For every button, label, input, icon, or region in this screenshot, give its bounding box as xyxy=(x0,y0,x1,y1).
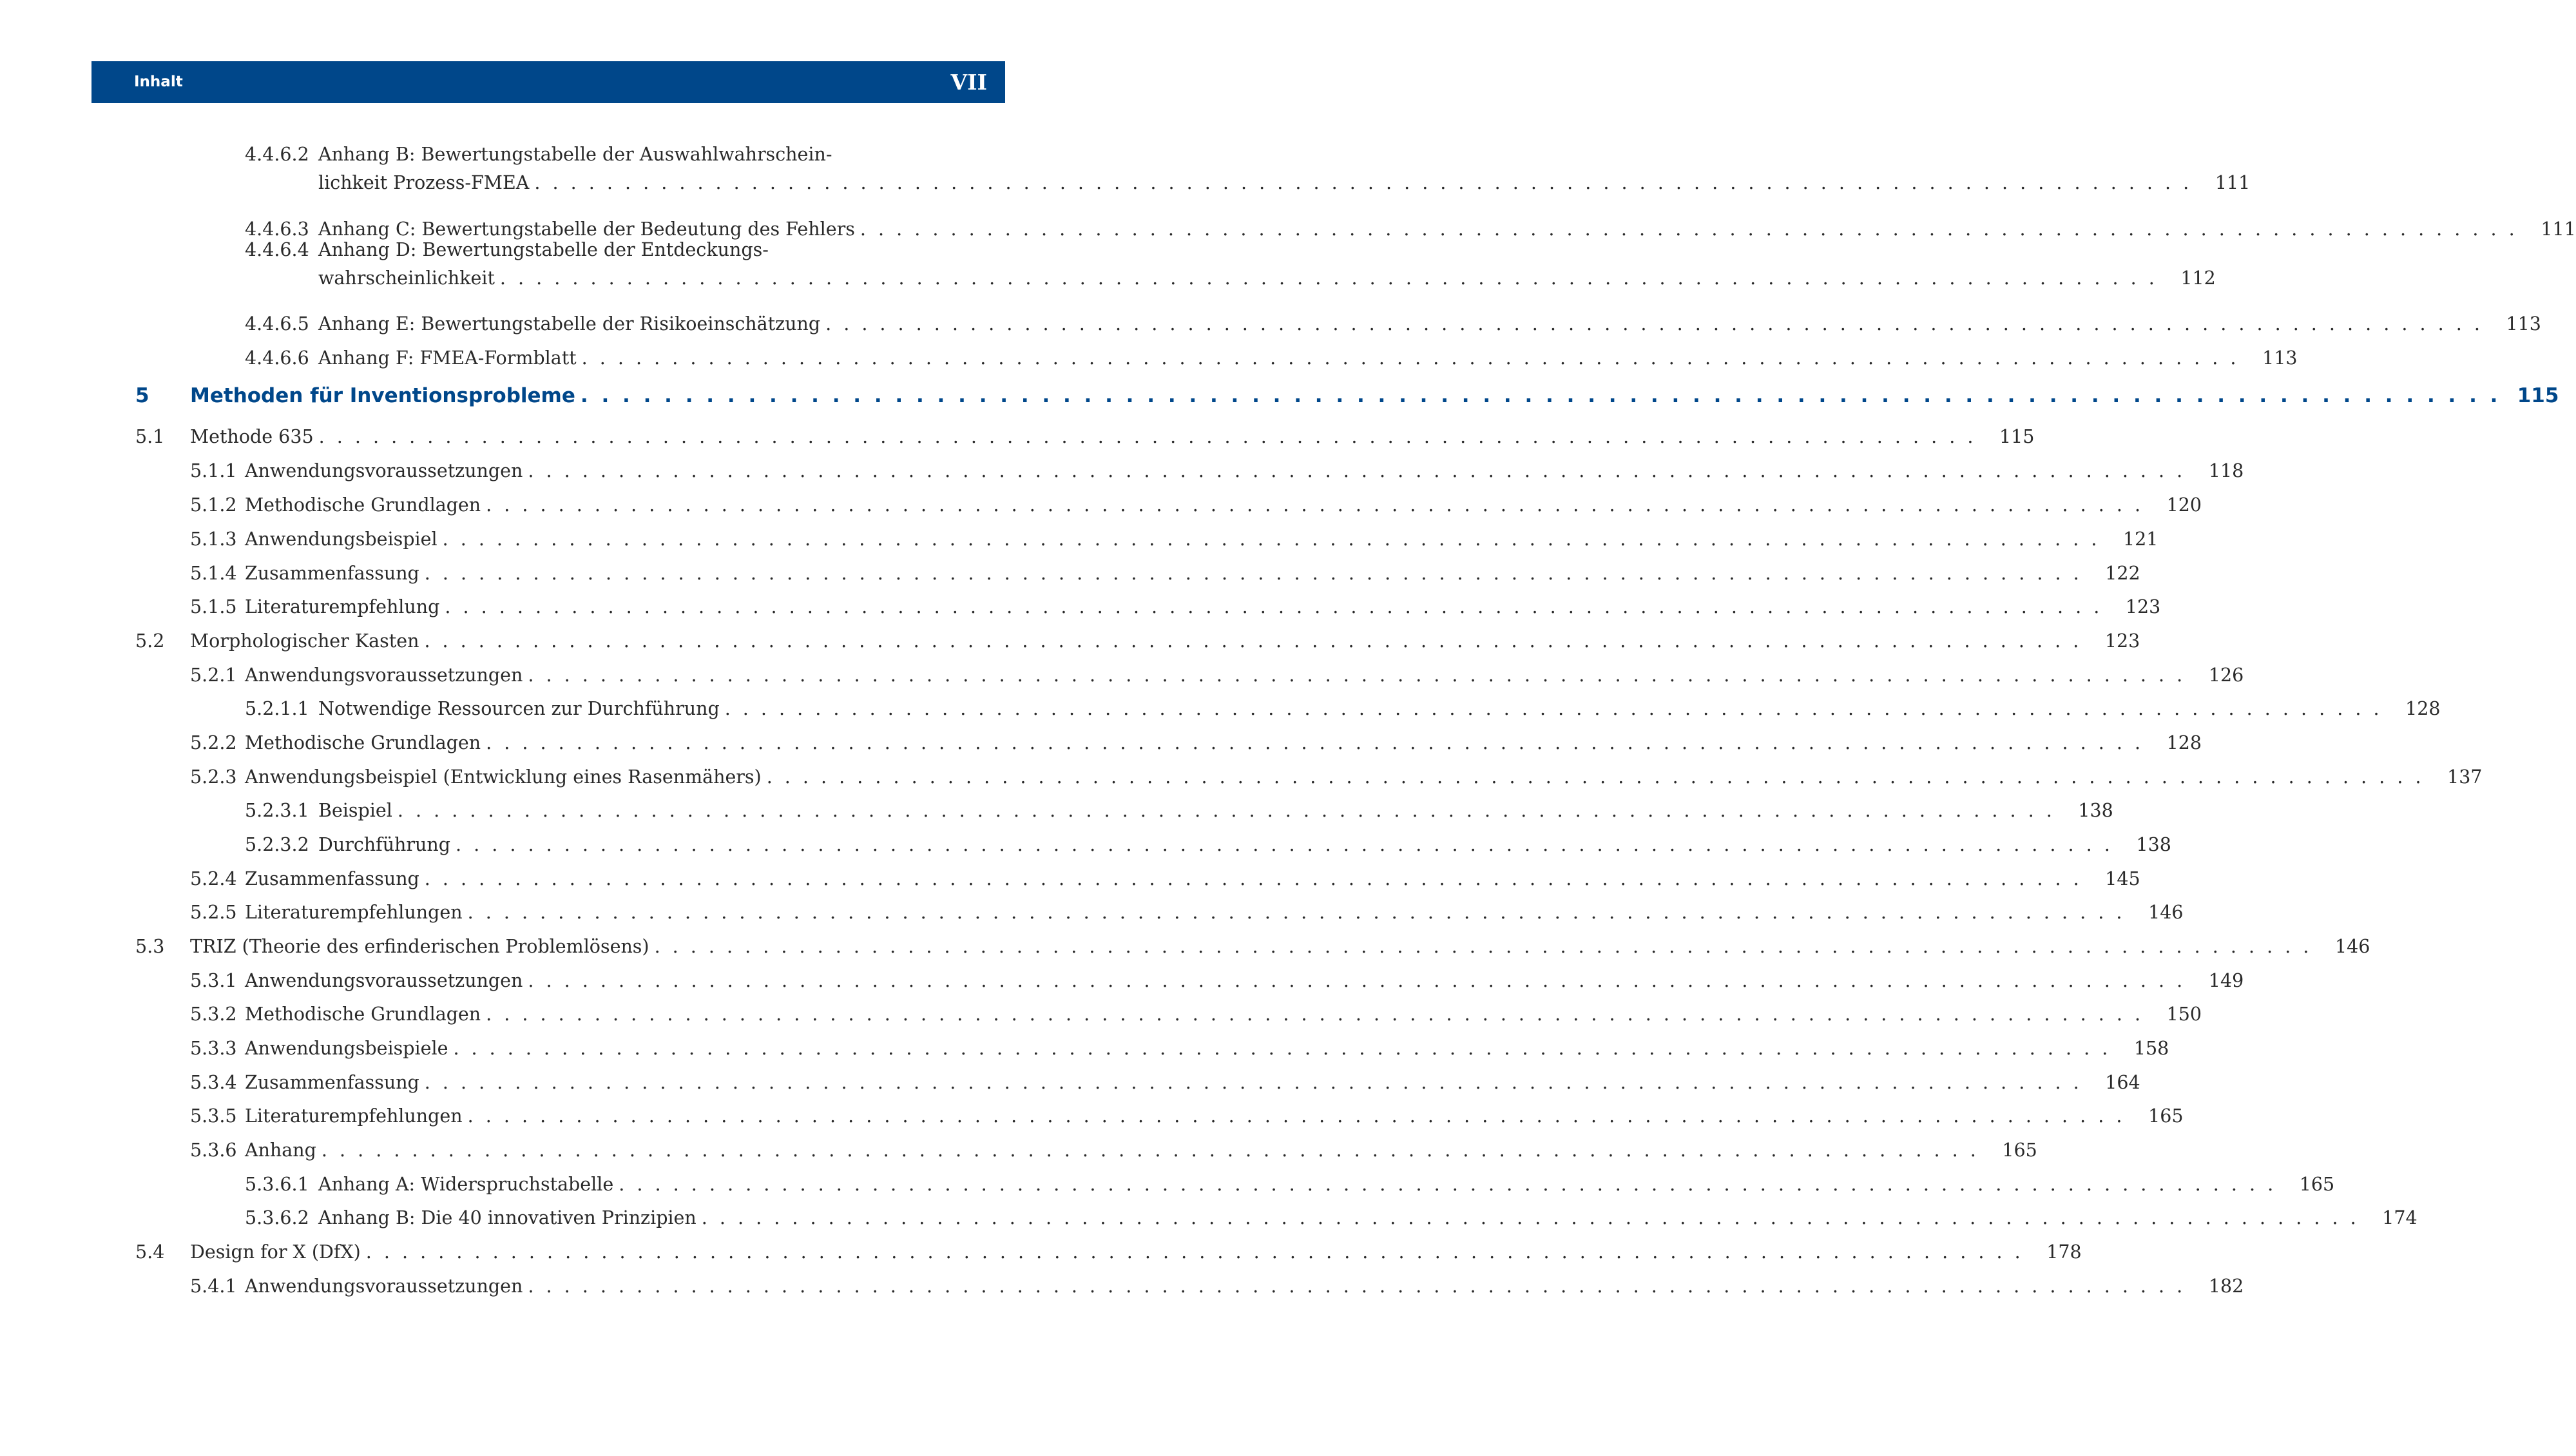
toc-entry-title: Methodische Grundlagen xyxy=(245,494,481,516)
toc-page-number: 128 xyxy=(2405,698,2441,719)
dot-leader: . . . . . . . . . . . . . . . . . . . . . . . . . . . . . . . . . . . . . . . . . . . . . . . . . . . . . . . . . . . . . . . . . . . . . . . . . . . . . . . . . . . . . . . . . . . . xyxy=(528,970,2186,991)
toc-entry[interactable] xyxy=(190,729,2202,757)
toc-entry-number: 5.1.1 xyxy=(190,460,237,481)
toc-entry[interactable] xyxy=(245,1170,2335,1199)
toc-entry[interactable] xyxy=(135,627,2140,655)
toc-page-number: 146 xyxy=(2148,902,2184,923)
toc-entry-number: 4.4.6.2 xyxy=(245,144,309,165)
header-page-numeral: VII xyxy=(950,70,987,95)
toc-entry-number: 5.3.3 xyxy=(190,1038,237,1059)
dot-leader: . . . . . . . . . . . . . . . . . . . . . . . . . . . . . . . . . . . . . . . . . . . . . . . . . . . . . . . . . . . . . . . . . . . . . . . . . . . . . . . . . . . . . . . . . . . . xyxy=(453,1038,2111,1059)
toc-page-number: 165 xyxy=(2002,1140,2037,1161)
toc-entry[interactable] xyxy=(135,933,2370,961)
toc-entry-title: Anwendungsbeispiel (Entwicklung eines Rasenmähers) xyxy=(245,766,762,788)
toc-entry-title: Anhang xyxy=(245,1140,316,1161)
toc-page-number: 150 xyxy=(2166,1004,2202,1025)
dot-leader: . . . . . . . . . . . . . . . . . . . . . . . . . . . . . . . . . . . . . . . . . . . . . . . . . . . . . . . . . . . . . . . . . . . . . . . . . . . . . . . . . . . . . . . . . . . . xyxy=(397,800,2055,821)
toc-entry-number: 5.3.6.2 xyxy=(245,1207,309,1228)
dot-leader: . . . . . . . . . . . . . . . . . . . . . . . . . . . . . . . . . . . . . . . . . . . . . . . . . . . . . . . . . . . . . . . . . . . . . . . . . . . . . . . . . . . . . . . . . . . . xyxy=(424,1072,2082,1093)
toc-entry-number: 5.1 xyxy=(135,426,165,447)
toc-entry[interactable] xyxy=(190,559,2140,588)
dot-leader: . . . . . . . . . . . . . . . . . . . . . . . . . . . . . . . . . . . . . . . . . . . . . . . . . . . . . . . . . . . . . . . . . . . . . . . . . . . . . . . . . . . . . . . . . . . . xyxy=(654,936,2312,957)
toc-entry-number: 5 xyxy=(135,384,149,407)
toc-entry-number: 5.3.4 xyxy=(190,1072,237,1093)
toc-entry-number: 5.2.5 xyxy=(190,902,237,923)
toc-page-number: 126 xyxy=(2208,665,2244,686)
toc-entry-number: 5.3.5 xyxy=(190,1105,237,1127)
toc-entry-number: 5.3.2 xyxy=(190,1004,237,1025)
toc-entry[interactable] xyxy=(190,1272,2244,1301)
toc-entry-number: 5.3 xyxy=(135,936,165,957)
dot-leader: . . . . . . . . . . . . . . . . . . . . . . . . . . . . . . . . . . . . . . . . . . . . . . . . . . . . . . . . . . . . . . . . . . . . . . . . . . . . . . . . . . . . . . . . . . . . xyxy=(467,1105,2126,1127)
dot-leader: . . . . . . . . . . . . . . . . . . . . . . . . . . . . . . . . . . . . . . . . . . . . . . . . . . . . . . . . . . . . . . . . . . . . . . . . . . . . . . . . . . . . . . . . . . . . xyxy=(486,1004,2144,1025)
toc-entry-title: Design for X (DfX) xyxy=(190,1241,361,1263)
toc-entry[interactable] xyxy=(135,1238,2082,1267)
dot-leader: . . . . . . . . . . . . . . . . . . . . . . . . . . . . . . . . . . . . . . . . . . . . . . . . . . . . . . . . . . . . . . . . . . . . . . . . . . . . . . . . . . . . . . . . . . . . xyxy=(701,1207,2360,1228)
toc-entry-title: Methode 635 xyxy=(190,426,314,447)
toc-entry-title: Morphologischer Kasten xyxy=(190,630,419,652)
toc-entry[interactable] xyxy=(190,1034,2169,1063)
toc-page-number: 149 xyxy=(2208,970,2244,991)
toc-entry-title: Anwendungsvoraussetzungen xyxy=(245,665,523,686)
toc-page-number: 165 xyxy=(2148,1105,2184,1127)
toc-entry-number: 5.2.4 xyxy=(190,868,237,889)
toc-page-number: 158 xyxy=(2133,1038,2169,1059)
dot-leader: . . . . . . . . . . . . . . . . . . . . . . . . . . . . . . . . . . . . . . . . . . . . . . . . . . . . . . . . . . . . . . . . . . . . . . . . . . . . . . . . . . . . . . . . . . . . xyxy=(445,596,2103,617)
toc-entry[interactable] xyxy=(190,525,2158,554)
toc-entry-number: 5.3.6 xyxy=(190,1140,237,1161)
dot-leader: . . . . . . . . . . . . . . . . . . . . . . . . . . . . . . . . . . . . . . . . . . . . . . . . . . . . . . . . . . . . . . . . . . . . . . . . . . . . . . . . . . . . . . . . . . . . xyxy=(528,460,2186,481)
toc-page-number: 120 xyxy=(2166,494,2202,516)
toc-entry[interactable] xyxy=(245,141,2251,197)
toc-entry-title: Anhang C: Bewertungstabelle der Bedeutung des Fehlers xyxy=(318,218,855,240)
toc-entry-title: Anwendungsvoraussetzungen xyxy=(245,1276,523,1297)
dot-leader: . . . . . . . . . . . . . . . . . . . . . . . . . . . . . . . . . . . . . . . . . . . . . . . . . . . . . . . . . . . . . . . . . . . . . . . . . . . . . . . . . . . . . . . . . . . . xyxy=(534,172,2193,193)
toc-page-number: 113 xyxy=(2262,347,2298,369)
dot-leader: . . . . . . . . . . . . . . . . . . . . . . . . . . . . . . . . . . . . . . . . . . . . . . . . . . . . . . . . . . . . . . . . . . . . . . . . . . . . . . . . . . . . . . . . . . . . xyxy=(424,630,2082,652)
toc-entry-number: 5.2.3.2 xyxy=(245,834,309,855)
toc-page-number: 138 xyxy=(2078,800,2113,821)
toc-entry-title-continuation: lichkeit Prozess-FMEA xyxy=(318,172,530,193)
dot-leader: . . . . . . . . . . . . . . . . . . . . . . . . . . . . . . . . . . . . . . . . . . . . . . . . . . . . . . . . . . . . . . . . . . . . . . . . . . . . . . . . . . . . . . . . . . . . xyxy=(724,698,2383,719)
dot-leader: . . . . . . . . . . . . . . . . . . . . . . . . . . . . . . . . . . . . . . . . . . . . . . . . . . . . . . . . . . . . . . . . . . . . . . . . . . . . . . . . . . . . . . . . . . . . xyxy=(318,426,1977,447)
toc-entry-number: 5.1.4 xyxy=(190,563,237,584)
toc-entry-title: Anhang A: Widerspruchstabelle xyxy=(318,1174,614,1195)
toc-entry-title: Anwendungsbeispiel xyxy=(245,529,437,550)
toc-entry-number: 5.3.1 xyxy=(190,970,237,991)
toc-entry-number: 5.2.3 xyxy=(190,766,237,788)
toc-entry-number: 5.1.5 xyxy=(190,596,237,617)
toc-entry-number: 5.1.2 xyxy=(190,494,237,516)
dot-leader: . . . . . . . . . . . . . . . . . . . . . . . . . . . . . . . . . . . . . . . . . . . . . . . . . . . . . . . . . . . . . . . . . . . . . . . . . . . . . . . . . . . . . . . . . . . . xyxy=(365,1241,2024,1263)
toc-entry-title: Zusammenfassung xyxy=(245,563,419,584)
dot-leader: . . . . . . . . . . . . . . . . . . . . . . . . . . . . . . . . . . . . . . . . . . . . . . . . . . . . . . . . . . . . . . . . . . . . . . . . . . . . . . . . . . . . . . . . . . . . xyxy=(528,1276,2186,1297)
toc-page-number: 165 xyxy=(2299,1174,2335,1195)
toc-entry-title: Notwendige Ressourcen zur Durchführung xyxy=(318,698,720,719)
toc-page-number: 112 xyxy=(2180,267,2216,289)
toc-entry[interactable] xyxy=(245,236,2216,293)
dot-leader: . . . . . . . . . . . . . . . . . . . . . . . . . . . . . . . . . . . . . . . . . . . . . . . . . . . . . . . . . . . . . . . . . . . . . . . . . . . . . . . . . . . . . . . . . . . . xyxy=(581,347,2240,369)
toc-entry[interactable] xyxy=(190,593,2161,621)
toc-entry-title: TRIZ (Theorie des erfinderischen Problemlösens) xyxy=(190,936,649,957)
toc-entry-number: 4.4.6.5 xyxy=(245,313,309,335)
toc-entry-number: 5.2.2 xyxy=(190,732,237,753)
toc-entry[interactable] xyxy=(190,1136,2037,1165)
toc-entry[interactable] xyxy=(245,344,2298,373)
toc-entry[interactable] xyxy=(190,661,2244,690)
toc-entry-title: Anwendungsvoraussetzungen xyxy=(245,970,523,991)
toc-entry-title: Zusammenfassung xyxy=(245,1072,419,1093)
dot-leader: . . . . . . . . . . . . . . . . . . . . . . . . . . . . . . . . . . . . . . . . . . . . . . . . . . . . . . . . . . . . . . . . . . . . . . . . . . . . . . . . . . . . . . . . . . . . xyxy=(321,1140,1979,1161)
dot-leader: . . . . . . . . . . . . . . . . . . . . . . . . . . . . . . . . . . . . . . . . . . . . . . . . . . . . . . . . . . . . . . . . . . . . . . . . . . . . . . . . . . . . . . . . . . . . xyxy=(825,313,2483,335)
dot-leader: . . . . . . . . . . . . . . . . . . . . . . . . . . . . . . . . . . . . . . . . . . . . . . . . . . . . . . . . . . . . . . . . . . . . . . . . . . . . . . . . . . . . . . . . . . . . xyxy=(467,902,2126,923)
toc-entry-number: 5.2 xyxy=(135,630,165,652)
toc-page-number: 123 xyxy=(2125,596,2161,617)
toc-entry-title: Anwendungsvoraussetzungen xyxy=(245,460,523,481)
toc-entry-title: Anhang B: Bewertungstabelle der Auswahlwahrschein- xyxy=(318,144,832,165)
dot-leader: . . . . . . . . . . . . . . . . . . . . . . . . . . . . . . . . . . . . . . . . . . . . . . . . . . . . . . . . . . . . . . . . . . . . . . . . . . . . . . . . . . . . . . . . . . . . xyxy=(580,384,2501,407)
toc-page-number: 123 xyxy=(2104,630,2140,652)
toc-entry[interactable] xyxy=(245,831,2171,859)
toc-page-number: 111 xyxy=(2215,172,2251,193)
dot-leader: . . . . . . . . . . . . . . . . . . . . . . . . . . . . . . . . . . . . . . . . . . . . . . . . . . . . . . . . . . . . . . . . . . . . . . . . . . . . . . . . . . . . . . . . . . . . xyxy=(766,766,2425,788)
toc-entry[interactable] xyxy=(190,1069,2140,1097)
dot-leader: . . . . . . . . . . . . . . . . . . . . . . . . . . . . . . . . . . . . . . . . . . . . . . . . . . . . . . . . . . . . . . . . . . . . . . . . . . . . . . . . . . . . . . . . . . . . xyxy=(619,1174,2277,1195)
dot-leader: . . . . . . . . . . . . . . . . . . . . . . . . . . . . . . . . . . . . . . . . . . . . . . . . . . . . . . . . . . . . . . . . . . . . . . . . . . . . . . . . . . . . . . . . . . . . xyxy=(528,665,2186,686)
toc-page-number: 118 xyxy=(2208,460,2244,481)
toc-entry-number: 4.4.6.6 xyxy=(245,347,309,369)
toc-entry-number: 4.4.6.3 xyxy=(245,218,309,240)
toc-page-number: 115 xyxy=(2517,384,2559,407)
toc-page-number: 122 xyxy=(2105,563,2140,584)
toc-entry[interactable] xyxy=(190,967,2244,995)
toc-entry-title-continuation: wahrscheinlichkeit xyxy=(318,267,495,289)
dot-leader: . . . . . . . . . . . . . . . . . . . . . . . . . . . . . . . . . . . . . . . . . . . . . . . . . . . . . . . . . . . . . . . . . . . . . . . . . . . . . . . . . . . . . . . . . . . . xyxy=(499,267,2158,289)
toc-entry[interactable] xyxy=(135,423,2035,451)
dot-leader: . . . . . . . . . . . . . . . . . . . . . . . . . . . . . . . . . . . . . . . . . . . . . . . . . . . . . . . . . . . . . . . . . . . . . . . . . . . . . . . . . . . . . . . . . . . . xyxy=(486,494,2144,516)
toc-entry[interactable] xyxy=(245,797,2113,825)
toc-entry-number: 5.1.3 xyxy=(190,529,237,550)
toc-page-number: 145 xyxy=(2105,868,2140,889)
toc-entry[interactable] xyxy=(245,310,2541,338)
toc-entry[interactable] xyxy=(190,457,2244,485)
dot-leader: . . . . . . . . . . . . . . . . . . . . . . . . . . . . . . . . . . . . . . . . . . . . . . . . . . . . . . . . . . . . . . . . . . . . . . . . . . . . . . . . . . . . . . . . . . . . xyxy=(486,732,2144,753)
toc-page-number: 182 xyxy=(2208,1276,2244,1297)
toc-entry-number: 5.4.1 xyxy=(190,1276,237,1297)
toc-entry-title: Beispiel xyxy=(318,800,392,821)
toc-entry-number: 5.2.1 xyxy=(190,665,237,686)
toc-entry-title: Literaturempfehlungen xyxy=(245,1105,463,1127)
toc-entry-number: 5.2.1.1 xyxy=(245,698,309,719)
toc-entry[interactable] xyxy=(190,1102,2184,1131)
toc-page-number: 113 xyxy=(2506,313,2541,335)
toc-entry-number: 4.4.6.4 xyxy=(245,239,309,260)
header-section-title: Inhalt xyxy=(134,73,183,90)
toc-entry[interactable] xyxy=(245,695,2441,723)
toc-entry[interactable] xyxy=(245,1204,2417,1232)
toc-entry-title: Zusammenfassung xyxy=(245,868,419,889)
toc-page-number: 111 xyxy=(2541,218,2576,240)
toc-entry-title: Anwendungsbeispiele xyxy=(245,1038,448,1059)
toc-entry-number: 5.4 xyxy=(135,1241,165,1263)
toc-entry-title: Anhang F: FMEA-Formblatt xyxy=(318,347,577,369)
dot-leader: . . . . . . . . . . . . . . . . . . . . . . . . . . . . . . . . . . . . . . . . . . . . . . . . . . . . . . . . . . . . . . . . . . . . . . . . . . . . . . . . . . . . . . . . . . . . xyxy=(424,868,2082,889)
toc-page-number: 164 xyxy=(2105,1072,2140,1093)
toc-page-number: 138 xyxy=(2136,834,2171,855)
toc-entry-title: Methodische Grundlagen xyxy=(245,732,481,753)
toc-entry-number: 5.2.3.1 xyxy=(245,800,309,821)
toc-entry-number: 5.3.6.1 xyxy=(245,1174,309,1195)
toc-entry-title: Methodische Grundlagen xyxy=(245,1004,481,1025)
toc-entry-title: Literaturempfehlungen xyxy=(245,902,463,923)
toc-page-number: 146 xyxy=(2335,936,2370,957)
toc-entry-title: Durchführung xyxy=(318,834,450,855)
toc-entry[interactable] xyxy=(190,898,2184,927)
toc-page-number: 115 xyxy=(1999,426,2035,447)
toc-chapter-entry[interactable] xyxy=(135,382,2559,410)
toc-page-number: 178 xyxy=(2046,1241,2082,1263)
dot-leader: . . . . . . . . . . . . . . . . . . . . . . . . . . . . . . . . . . . . . . . . . . . . . . . . . . . . . . . . . . . . . . . . . . . . . . . . . . . . . . . . . . . . . . . . . . . . xyxy=(860,218,2518,240)
toc-entry[interactable] xyxy=(190,763,2483,791)
dot-leader: . . . . . . . . . . . . . . . . . . . . . . . . . . . . . . . . . . . . . . . . . . . . . . . . . . . . . . . . . . . . . . . . . . . . . . . . . . . . . . . . . . . . . . . . . . . . xyxy=(424,563,2082,584)
toc-entry[interactable] xyxy=(190,1000,2202,1029)
dot-leader: . . . . . . . . . . . . . . . . . . . . . . . . . . . . . . . . . . . . . . . . . . . . . . . . . . . . . . . . . . . . . . . . . . . . . . . . . . . . . . . . . . . . . . . . . . . . xyxy=(455,834,2113,855)
toc-entry-title: Anhang D: Bewertungstabelle der Entdeckungs- xyxy=(318,239,769,260)
toc-entry-title: Anhang B: Die 40 innovativen Prinzipien xyxy=(318,1207,697,1228)
dot-leader: . . . . . . . . . . . . . . . . . . . . . . . . . . . . . . . . . . . . . . . . . . . . . . . . . . . . . . . . . . . . . . . . . . . . . . . . . . . . . . . . . . . . . . . . . . . . xyxy=(442,529,2100,550)
toc-entry-title: Anhang E: Bewertungstabelle der Risikoeinschätzung xyxy=(318,313,821,335)
toc-page-number: 128 xyxy=(2166,732,2202,753)
toc-entry-title: Methoden für Inventionsprobleme xyxy=(190,384,575,407)
toc-page-number: 174 xyxy=(2382,1207,2417,1228)
toc-page-number: 137 xyxy=(2447,766,2483,788)
toc-entry[interactable] xyxy=(190,491,2202,519)
toc-entry[interactable] xyxy=(190,865,2140,893)
toc-entry-title: Literaturempfehlung xyxy=(245,596,440,617)
toc-page-number: 121 xyxy=(2123,529,2158,550)
